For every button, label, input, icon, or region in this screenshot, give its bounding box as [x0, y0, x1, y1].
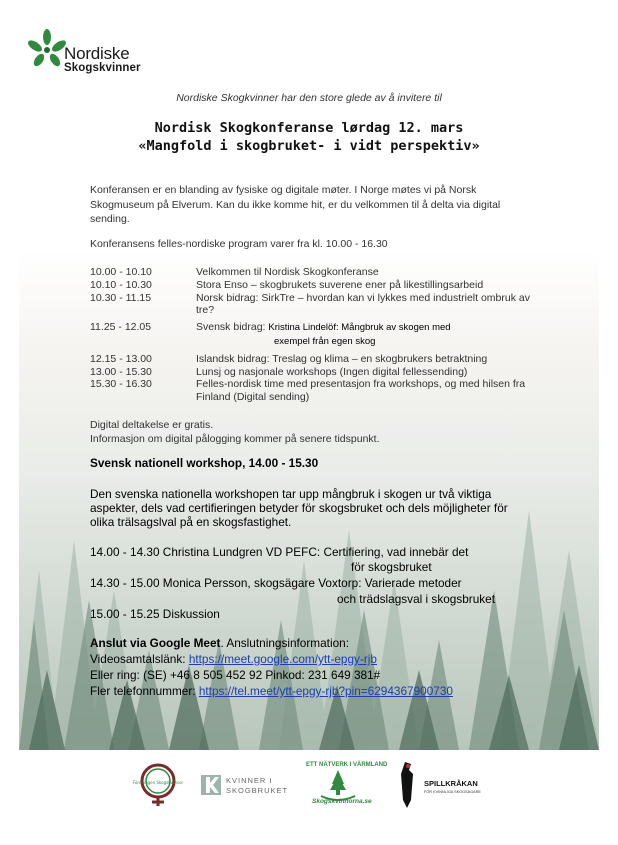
- phone-line: Eller ring: (SE) +46 8 505 452 92 Pinkod: 231 649 381#: [90, 668, 381, 682]
- invitation-line: Nordiske Skogkvinner har den store glede av å invitere til: [176, 92, 442, 104]
- more-phones-line: [90, 684, 530, 698]
- workshop-item-1: 14.00 - 14.30 Christina Lundgren VD PEFC: Certifiering, vad innebär det: [90, 545, 469, 559]
- video-link[interactable]: https://meet.google.com/ytt-epgy-rjb: [188, 652, 377, 666]
- schedule-time: 13.00 - 15.30: [90, 365, 152, 378]
- schedule-row: [90, 366, 530, 379]
- schedule-time: 12.15 - 13.00: [90, 352, 152, 365]
- schedule-desc: Velkommen til Nordisk Skogkonferanse: [196, 266, 379, 278]
- logo4-line2: FÖR KVINNLIGA SKOGSÄGARE: [424, 790, 481, 794]
- schedule-desc-speaker-cont: exempel från egen skog: [274, 335, 376, 347]
- swedish-workshop-heading: Svensk nationell workshop, 14.00 - 15.30: [90, 456, 319, 470]
- swedish-workshop-paragraph: Den svenska nationella workshopen tar upp mångbruk i skogen ur två viktiga aspekter, dels vad certifieringen betyder för skogsbruket och dels möjligheter för olika trälsagslval på en skogsfastighet.: [90, 487, 508, 529]
- google-meet-label: Anslut via Google Meet: [90, 636, 221, 650]
- logo3-bottom: Skogskvinnorna.se: [312, 798, 372, 805]
- schedule-row: [90, 353, 530, 366]
- schedule-row: [90, 321, 530, 349]
- intro-paragraph: Konferansen er en blanding av fysiske og digitale møter. I Norge møtes vi på Norsk Skogmuseum på Elverum. Kan du ikke komme hit, er du velkommen til å delta via digital sending.: [90, 184, 501, 225]
- skogskvinnor-emblem-icon: [132, 763, 184, 807]
- more-phones-label: Fler telefonnummer:: [90, 684, 199, 698]
- workshop-item-2: 14.30 - 15.00 Monica Persson, skogsägare Voxtorp: Varierade metoder: [90, 576, 462, 590]
- schedule-desc: Svensk bidrag:: [196, 321, 269, 334]
- google-meet-heading: [90, 636, 530, 650]
- schedule-time: 15.30 - 16.30: [90, 378, 152, 391]
- schedule-row: [90, 378, 530, 404]
- logo2-line1: KVINNER I: [226, 776, 273, 785]
- schedule-list: [90, 266, 530, 404]
- kvinner-i-skogbruket-k-icon: [200, 774, 222, 796]
- logo-line2: Skogskvinner: [64, 62, 141, 74]
- digital-login-note: Informasjon om digital pålogging kommer på senere tidspunkt.: [90, 433, 380, 445]
- schedule-desc: Lunsj og nasjonale workshops (Ingen digital fellessending): [196, 365, 468, 378]
- conference-title: Nordisk Skogkonferanse lørdag 12. mars: [154, 120, 464, 136]
- schedule-desc: Felles-nordisk time med presentasjon fra workshops, og med hilsen fra Finland (Digital sending): [196, 378, 526, 404]
- schedule-time: 10.30 - 11.15: [90, 291, 152, 304]
- digital-free-note: Digital deltakelse er gratis.: [90, 419, 214, 431]
- nordiske-skogskvinner-leaf-logo-icon: [27, 28, 67, 72]
- logo4-line1: SPILLKRÅKAN: [424, 779, 478, 788]
- logo3-top: ETT NÄTVERK I VÄRMLAND: [306, 762, 388, 768]
- schedule-desc: Stora Enso – skogbrukets suverene ener på likestillingsarbeid: [196, 278, 484, 291]
- schedule-desc-speaker: Kristina Lindelöf: Mångbruk av skogen med: [268, 322, 451, 334]
- workshop-item-2-cont: och trädslagsval i skogsbruket: [337, 592, 496, 606]
- video-link-line: [90, 652, 530, 666]
- conference-subtitle: «Mangfold i skogbruket- i vidt perspektiv»: [138, 138, 480, 154]
- logo2-line2: SKOGBRUKET: [226, 786, 289, 795]
- video-link-label: Videosamtalslänk:: [90, 652, 189, 666]
- logo-line1: Nordiske: [64, 44, 130, 63]
- partner-logos: [0, 760, 618, 820]
- google-meet-rest: . Anslutningsinformation:: [220, 636, 349, 650]
- schedule-row: [90, 279, 530, 292]
- logo1-text: Föreningen Skogskvinnor: [132, 780, 184, 785]
- woodpecker-icon: [397, 760, 419, 810]
- workshop-item-3: 15.00 - 15.25 Diskussion: [90, 607, 220, 621]
- schedule-desc: Norsk bidrag: SirkTre – hvordan kan vi lykkes med industrielt ombruk av tre?: [196, 291, 530, 317]
- schedule-row: [90, 292, 530, 318]
- schedule-desc: Islandsk bidrag: Treslag og klima – en skogbrukers betraktning: [196, 352, 488, 365]
- schedule-time: 11.25 - 12.05: [90, 321, 152, 334]
- schedule-time: 10.00 - 10.10: [90, 266, 152, 278]
- workshop-item-1-cont: för skogsbruket: [351, 560, 432, 574]
- schedule-row: [90, 266, 530, 279]
- more-phones-link[interactable]: https://tel.meet/ytt-epgy-rjb?pin=6294367900730: [198, 684, 453, 698]
- schedule-time: 10.10 - 10.30: [90, 278, 152, 291]
- brand-logo-text: [64, 45, 141, 74]
- program-hours: Konferansens felles-nordiske program varer fra kl. 10.00 - 16.30: [90, 238, 388, 250]
